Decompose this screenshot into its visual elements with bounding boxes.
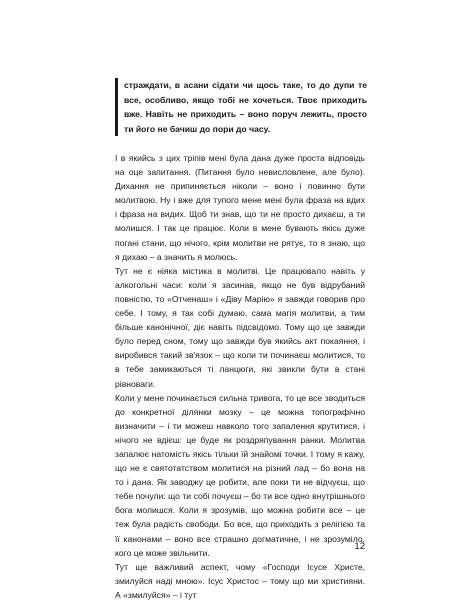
paragraph: Тут ще важливий аспект, чому «Господи Ісусе Христе, змилуйся наді мною». Ісус Христос – тому що ми християни. А «змилуйся» – і тут <box>115 561 365 600</box>
paragraph: Коли у мене починається сильна тривога, то це все зводиться до конкретної ділянки мозку – це можна топографічно визначити – і ти можеш навколо того запалення крутитися, і нічого не вдієш: це буде як роздряпування ранки. Молитва запалює натомість якісь тільки їй знайомі точки. І тому я кажу, що не є святотатством молитися на різний лад – бо вона на то і дана. Як заводжу це робити, але поки ти не відчуєш, що тебе почули: що ти собі почуєш – бо ти все одно внутрішнього бога молишся. Коли я зрозумів, що можна робити все – це теж була радість свободи. Бо все, що приходить з релігією та її канонами – воно все страшно догматичне, і не зрозуміло, кого це може звільнити. <box>115 392 365 558</box>
paragraph: І в якийсь з цих тріпів мені була дана дуже проста відповідь на оце запитання. (Питання було невисловлене, але було). Дихання не припиняється ніколи – воно і повинно бути молитвою. Ну і вже для тупого мене мені була фраза на вдих і фраза на видих. Щоб ти знав, що ти не просто дихаєш, а ти молишся. І так це працює. Коли в мене бувають якісь дуже погані стани, що нічого, крім молитви не рятує, то я знаю, що я дихаю – а значить я молюсь. <box>115 153 365 262</box>
page-number: 12 <box>354 541 365 552</box>
highlighted-quote: страждати, в асани сідати чи щось таке, то до дупи те все, особливо, якщо тобі не хочеться. Твоє приходить вже. Навіть не приходить – воно поруч лежить, просто ти його не бачиш до пори до часу. <box>115 78 367 136</box>
paragraph: Тут не є ніяка містика в молитві. Це працювало навіть у алкогольні часи: коли я засинав, якщо не був відрубаний повністю, то «Отченаш» і «Діву Марію» я завжди говорив про себе. І тому, я так собі думаю, сама магія молитви, а тим більше канонічної, діє навіть підсвідомо. Тому що це завжди було перед сном, тому що завжди був якийсь акт покаяння, і виробився такий зв'язок – що коли ти починаєш молитися, то в тебе замикаються ті ланцюги, які звикли бути в стані рівноваги. <box>115 265 365 389</box>
body-text <box>115 151 365 602</box>
